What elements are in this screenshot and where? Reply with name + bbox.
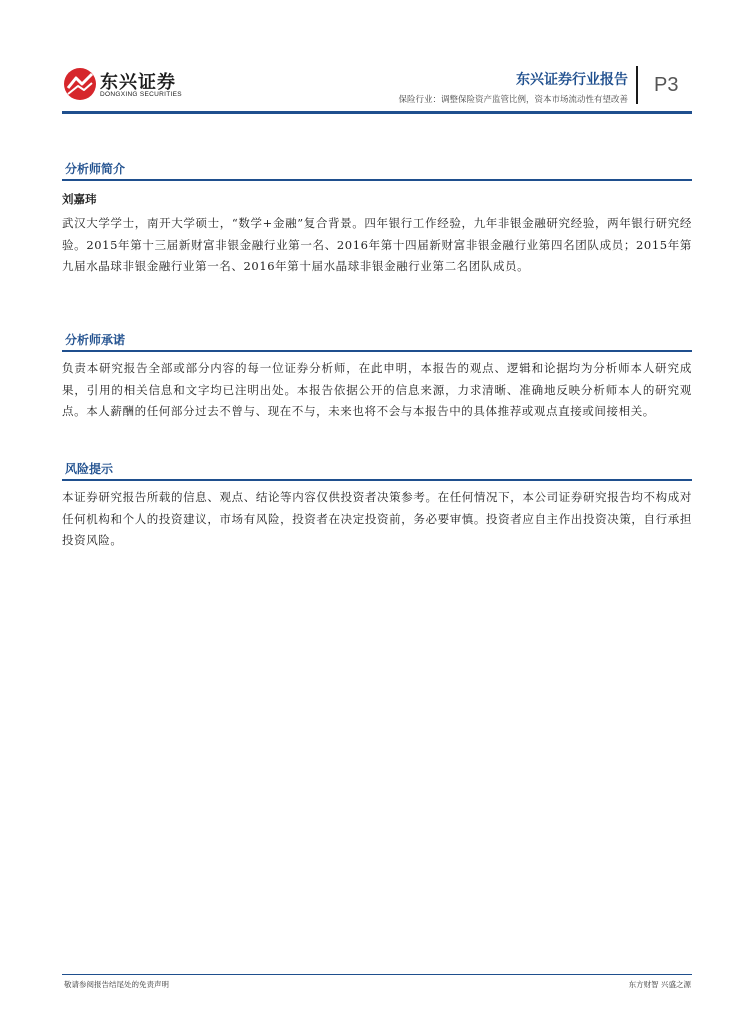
- section-title: 分析师承诺: [65, 333, 126, 347]
- header-divider: [636, 66, 638, 104]
- footer-rule: [62, 974, 692, 975]
- section-rule: [62, 479, 692, 481]
- logo-text-en: DONGXING SECURITIES: [100, 91, 182, 98]
- report-title: 东兴证券行业报告: [516, 72, 628, 88]
- logo-mark-icon: [62, 66, 98, 102]
- page-number: P3: [654, 74, 679, 96]
- analyst-name: 刘嘉玮: [62, 192, 97, 206]
- analyst-commitment-section: [62, 331, 692, 423]
- logo-text-cn: 东兴证券: [100, 72, 176, 93]
- footer-disclaimer-note: 敬请参阅报告结尾处的免责声明: [64, 980, 169, 989]
- company-logo: [62, 66, 202, 106]
- page-header: [0, 0, 755, 120]
- section-title: 风险提示: [65, 462, 114, 476]
- footer-slogan: 东方财智 兴盛之源: [628, 980, 691, 989]
- section-rule: [62, 350, 692, 352]
- section-rule: [62, 179, 692, 181]
- analyst-intro-section: [62, 160, 692, 278]
- commitment-text: 负责本研究报告全部或部分内容的每一位证券分析师，在此申明，本报告的观点、逻辑和论据均为分析师本人研究成果，引用的相关信息和文字均已注明出处。本报告依据公开的信息来源，力求清晰、准确地反映分析师本人的研究观点。本人薪酬的任何部分过去不曾与、现在不与，未来也将不会与本报告中的具体推荐或观点直接或间接相关。: [62, 361, 692, 418]
- report-subtitle: 保险行业：调整保险资产监管比例，资本市场流动性有望改善: [398, 95, 628, 105]
- section-title: 分析师简介: [65, 162, 126, 176]
- risk-text: 本证券研究报告所载的信息、观点、结论等内容仅供投资者决策参考。在任何情况下，本公司证券研究报告均不构成对任何机构和个人的投资建议，市场有风险，投资者在决定投资前，务必要审慎。投资者应自主作出投资决策，自行承担投资风险。: [62, 490, 692, 547]
- analyst-bio: 武汉大学学士，南开大学硕士，“数学+金融”复合背景。四年银行工作经验，九年非银金融研究经验，两年银行研究经验。2015年第十三届新财富非银金融行业第一名、2016年第十四届新财富非银金融行业第四名团队成员；2015年第九届水晶球非银金融行业第一名、2016年第十届水晶球非银金融行业第二名团队成员。: [62, 216, 692, 273]
- header-rule: [62, 111, 692, 114]
- risk-warning-section: [62, 460, 692, 552]
